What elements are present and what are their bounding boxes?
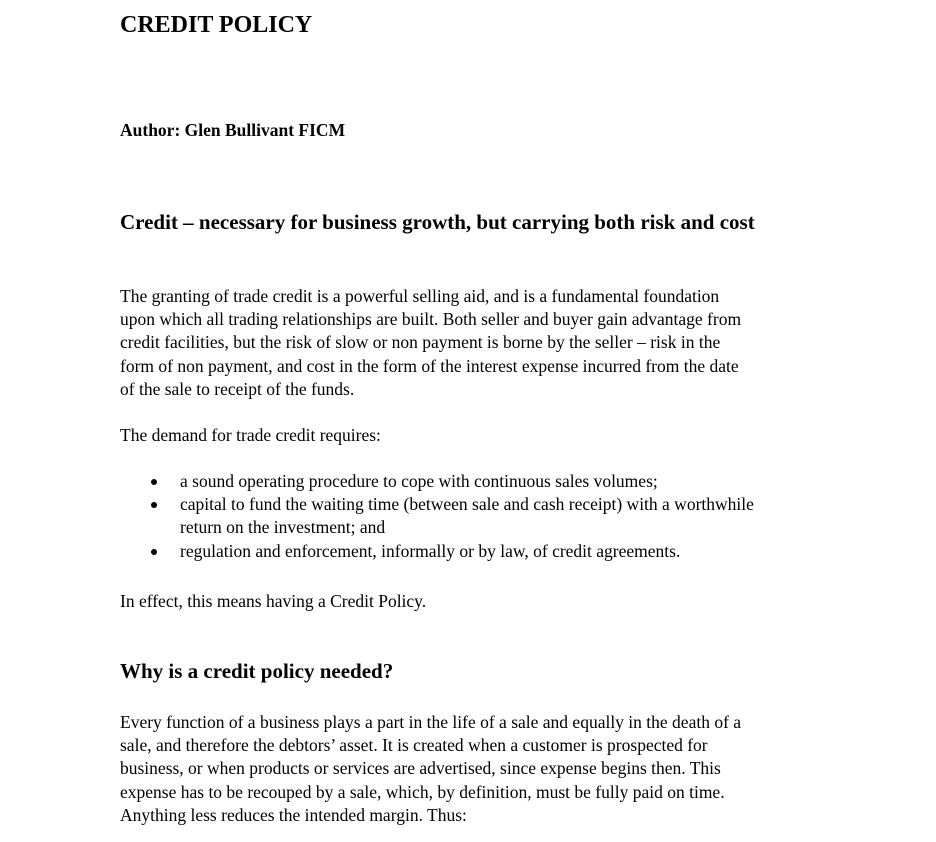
paragraph-line: sale, and therefore the debtors’ asset. It is created when a customer is prospected for — [120, 735, 708, 756]
list-item — [120, 470, 754, 493]
paragraph-line: of the sale to receipt of the funds. — [120, 378, 355, 399]
paragraph-line: form of non payment, and cost in the form of the interest expense incurred from the date — [120, 355, 739, 376]
effect-paragraph — [120, 590, 426, 613]
paragraph-line: expense has to be recouped by a sale, which, by definition, must be fully paid on time. — [120, 781, 725, 802]
function-paragraph — [120, 711, 741, 827]
list-item-text: a sound operating procedure to cope with continuous sales volumes; — [180, 471, 658, 491]
demand-paragraph — [120, 424, 381, 447]
section-heading-why: Why is a credit policy needed? — [120, 659, 394, 683]
list-item-text: capital to fund the waiting time (between sale and cash receipt) with a worthwhile — [180, 494, 754, 515]
paragraph-line: upon which all trading relationships are built. Both seller and buyer gain advantage from — [120, 309, 742, 330]
list-item — [120, 540, 754, 563]
document-title: CREDIT POLICY — [120, 12, 313, 38]
paragraph-line: The granting of trade credit is a powerful selling aid, and is a fundamental foundation — [120, 286, 720, 306]
section-heading-credit: Credit – necessary for business growth, but carrying both risk and cost — [120, 210, 755, 234]
paragraph-line: The demand for trade credit requires: — [120, 425, 381, 445]
intro-paragraph — [120, 285, 741, 401]
paragraph-line: Anything less reduces the intended margin. Thus: — [120, 804, 467, 825]
paragraph-line: business, or when products or services are advertised, since expense begins then. This — [120, 758, 721, 779]
list-item-text: regulation and enforcement, informally or by law, of credit agreements. — [180, 540, 681, 561]
paragraph-line: In effect, this means having a Credit Policy. — [120, 591, 427, 611]
bullet-icon — [151, 502, 157, 508]
requirements-list — [120, 470, 754, 563]
paragraph-line: credit facilities, but the risk of slow or non payment is borne by the seller – risk in the — [120, 332, 721, 353]
author-line: Author: Glen Bullivant FICM — [120, 120, 346, 140]
paragraph-line: Every function of a business plays a part in the life of a sale and equally in the death of a — [120, 712, 742, 732]
list-item — [120, 493, 754, 539]
bullet-icon — [151, 549, 157, 555]
list-item-text: return on the investment; and — [180, 517, 386, 538]
bullet-icon — [151, 479, 157, 485]
